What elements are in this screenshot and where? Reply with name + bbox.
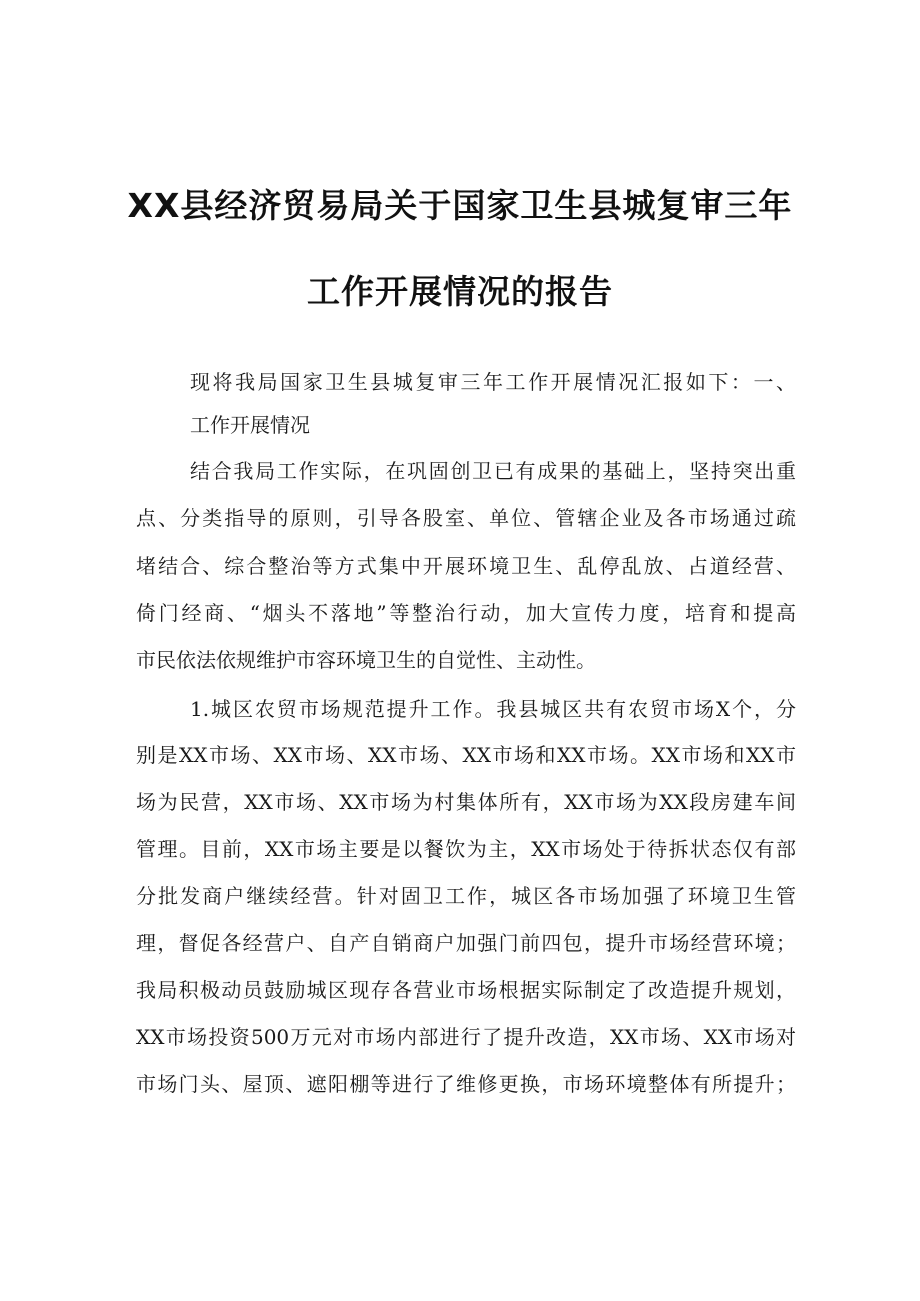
paragraph-2-line: 分批发商户继续经营。针对固卫工作，城区各市场加强了环境卫生管 (136, 884, 796, 908)
document-title-line-2: 工作开展情况的报告 (307, 272, 613, 311)
paragraph-2-line: 别是XX市场、XX市场、XX市场、XX市场和XX市场。XX市场和XX市 (136, 743, 796, 767)
intro-line: 现将我局国家卫生县城复审三年工作开展情况汇报如下：一、 (190, 370, 796, 394)
paragraph-2-line: 场为民营，XX市场、XX市场为村集体所有，XX市场为XX段房建车间 (136, 790, 796, 814)
paragraph-2-line: 市场门头、屋顶、遮阳棚等进行了维修更换，市场环境整体有所提升； (136, 1072, 796, 1096)
paragraph-2-line: 管理。目前，XX市场主要是以餐饮为主，XX市场处于待拆状态仅有部 (136, 837, 796, 861)
paragraph-1-line: 点、分类指导的原则，引导各股室、单位、管辖企业及各市场通过疏 (136, 506, 796, 530)
paragraph-1-line: 堵结合、综合整治等方式集中开展环境卫生、乱停乱放、占道经营、 (136, 554, 796, 578)
paragraph-1-line: 市民依法依规维护市容环境卫生的自觉性、主动性。 (136, 648, 596, 672)
paragraph-2-line: 我局积极动员鼓励城区现存各营业市场根据实际制定了改造提升规划， (136, 978, 796, 1002)
document-title-line-1: XX县经济贸易局关于国家卫生县城复审三年 (127, 186, 793, 225)
paragraph-2-line: XX市场投资500万元对市场内部进行了提升改造，XX市场、XX市场对 (136, 1025, 796, 1049)
paragraph-1-line: 倚门经商、“烟头不落地”等整治行动，加大宣传力度，培育和提高 (136, 601, 796, 625)
paragraph-2-line: 1.城区农贸市场规范提升工作。我县城区共有农贸市场X个，分 (190, 697, 796, 721)
paragraph-2-line: 理，督促各经营户、自产自销商户加强门前四包，提升市场经营环境； (136, 931, 796, 955)
paragraph-1-line: 结合我局工作实际，在巩固创卫已有成果的基础上，坚持突出重 (190, 459, 796, 483)
intro-line: 工作开展情况 (190, 413, 310, 437)
